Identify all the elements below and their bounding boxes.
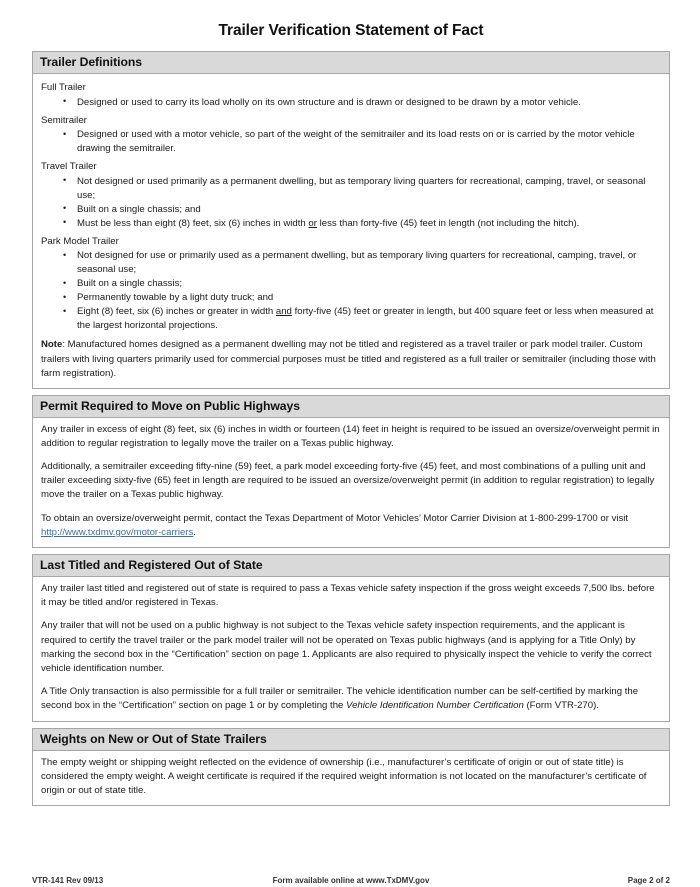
bullet-list-park-model-trailer — [41, 249, 661, 333]
bullet-text-part2: less than forty-five (45) feet in length (not including the hitch). — [316, 217, 580, 229]
bullet-text-part2: forty-five (45) feet or greater in length, but 400 square feet or less when measured at the largest horizontal projections. — [77, 306, 654, 332]
section-weights-new-or-out-of-state — [32, 728, 670, 807]
section-body-last-titled-out-of-state — [33, 577, 669, 721]
section-permit-required — [32, 395, 670, 548]
section-body-trailer-definitions — [33, 74, 669, 388]
bullet-list-full-trailer — [41, 96, 661, 110]
section-trailer-definitions — [32, 51, 670, 389]
list-item: • Built on a single chassis; — [41, 277, 661, 291]
term-travel-trailer: Travel Trailer — [41, 161, 97, 173]
term-full-trailer: Full Trailer — [41, 82, 86, 93]
section-header-weights: Weights on New or Out of State Trailers — [33, 729, 669, 751]
footer-page-number: Page 2 of 2 — [627, 876, 670, 885]
note-text: : Manufactured homes designed as a permanent dwelling may not be titled and registered as a travel trailer or park model trailer. Custom trailers with living quarters primarily used for commercial purposes must be titled and registered as a full trailer or semitrailer (including those with farm registration). — [41, 339, 656, 379]
section-body-permit-required — [33, 418, 669, 547]
footer-form-number: VTR-141 Rev 09/13 — [32, 876, 104, 885]
list-item: • Designed or used with a motor vehicle, so part of the weight of the semitrailer and its load rests on or is carried by the motor vehicle drawing the semitrailer. — [41, 128, 661, 156]
footer-availability-note: Form available online at www.TxDMV.gov — [272, 876, 430, 885]
note-label: Note — [41, 339, 63, 351]
txdmv-motor-carriers-link[interactable]: http://www.txdmv.gov/motor-carriers — [41, 526, 194, 538]
term-park-model-trailer: Park Model Trailer — [41, 235, 119, 247]
section-header-trailer-definitions: Trailer Definitions — [33, 52, 669, 74]
list-item: • Not designed for use or primarily used as a permanent dwelling, but as temporary living quarters for recreational, camping, travel, or seasonal use; — [41, 249, 661, 277]
section-header-permit-required: Permit Required to Move on Public Highways — [33, 396, 669, 418]
paragraph: The empty weight or shipping weight reflected on the evidence of ownership (i.e., manufacturer’s certificate of origin or out of state title) is considered the empty weight. A weight certificate is required if the required weight information is not located on the manufacturer’s certificate of origin or out of state title. — [41, 756, 647, 796]
bullet-text-part1: Must be less than eight (8) feet, six (6) inches in width — [77, 217, 309, 229]
bullet-underlined-and: and — [275, 306, 292, 318]
list-item: • Not designed or used primarily as a permanent dwelling, but as temporary living quarters for recreational, camping, travel, or seasonal use; — [41, 175, 661, 203]
list-item — [41, 217, 661, 231]
list-item — [41, 305, 661, 333]
page-footer — [32, 876, 670, 885]
paragraph: Additionally, a semitrailer exceeding fifty-nine (59) feet, a park model exceeding forty-five (45) feet, and most combinations of a pulling unit and trailer exceeding sixty-five (65) feet in length are required to be issued an oversize/overweight permit (in addition to regular registration) to legally move the trailer on a Texas public highway. — [41, 461, 655, 501]
paragraph: Any trailer last titled and registered out of state is required to pass a Texas vehicle safety inspection if the gross weight exceeds 7,500 lbs. before it may be titled and/or registered in Texas. — [41, 583, 655, 609]
paragraph: Any trailer that will not be used on a public highway is not subject to the Texas vehicle safety inspection requirements, and the applicant is required to certify the travel trailer or the park model trailer will not be operated on Texas public highways (and is applying for a Title Only) by marking the second box in the “Certification” section on page 1. Applicants are also required to physically inspect the vehicle to verify the correct vehicle identification number. — [41, 620, 652, 674]
bullet-list-travel-trailer — [41, 175, 661, 231]
section-last-titled-out-of-state — [32, 554, 670, 722]
list-item: • Permanently towable by a light duty truck; and — [41, 291, 661, 305]
definitions-note — [41, 338, 661, 380]
title-only-part2: (Form VTR-270). — [523, 700, 599, 712]
term-semitrailer: Semitrailer — [41, 114, 87, 126]
paragraph-contact — [41, 512, 661, 540]
page-title: Trailer Verification Statement of Fact — [218, 22, 484, 39]
contact-text-part2: . — [193, 526, 196, 538]
form-name-italic: Vehicle Identification Number Certification — [346, 700, 524, 712]
list-item: • Built on a single chassis; and — [41, 203, 661, 217]
bullet-list-semitrailer — [41, 128, 661, 156]
bullet-underlined-or: or — [308, 217, 317, 229]
contact-text-part1: To obtain an oversize/overweight permit, contact the Texas Department of Motor Vehicles’ Motor Carrier Division at 1-800-299-1700 or visit — [41, 512, 629, 524]
section-body-weights — [33, 751, 669, 806]
list-item: • Designed or used to carry its load wholly on its own structure and is drawn or designed to be drawn by a motor vehicle. — [41, 96, 661, 110]
paragraph: Any trailer in excess of eight (8) feet, six (6) inches in width or fourteen (14) feet in height is required to be issued an oversize/overweight permit in addition to regular registration to legally move the trailer on a Texas public highway. — [41, 423, 660, 449]
section-header-last-titled-out-of-state: Last Titled and Registered Out of State — [33, 555, 669, 577]
paragraph-title-only — [41, 685, 661, 713]
title-only-part1: A Title Only transaction is also permissible for a full trailer or semitrailer. The vehicle identification number can be self-certified by marking the second box in the “Certification” section on page 1 or by completing the — [41, 686, 639, 712]
bullet-text-part1: Eight (8) feet, six (6) inches or greater in width — [77, 306, 276, 318]
